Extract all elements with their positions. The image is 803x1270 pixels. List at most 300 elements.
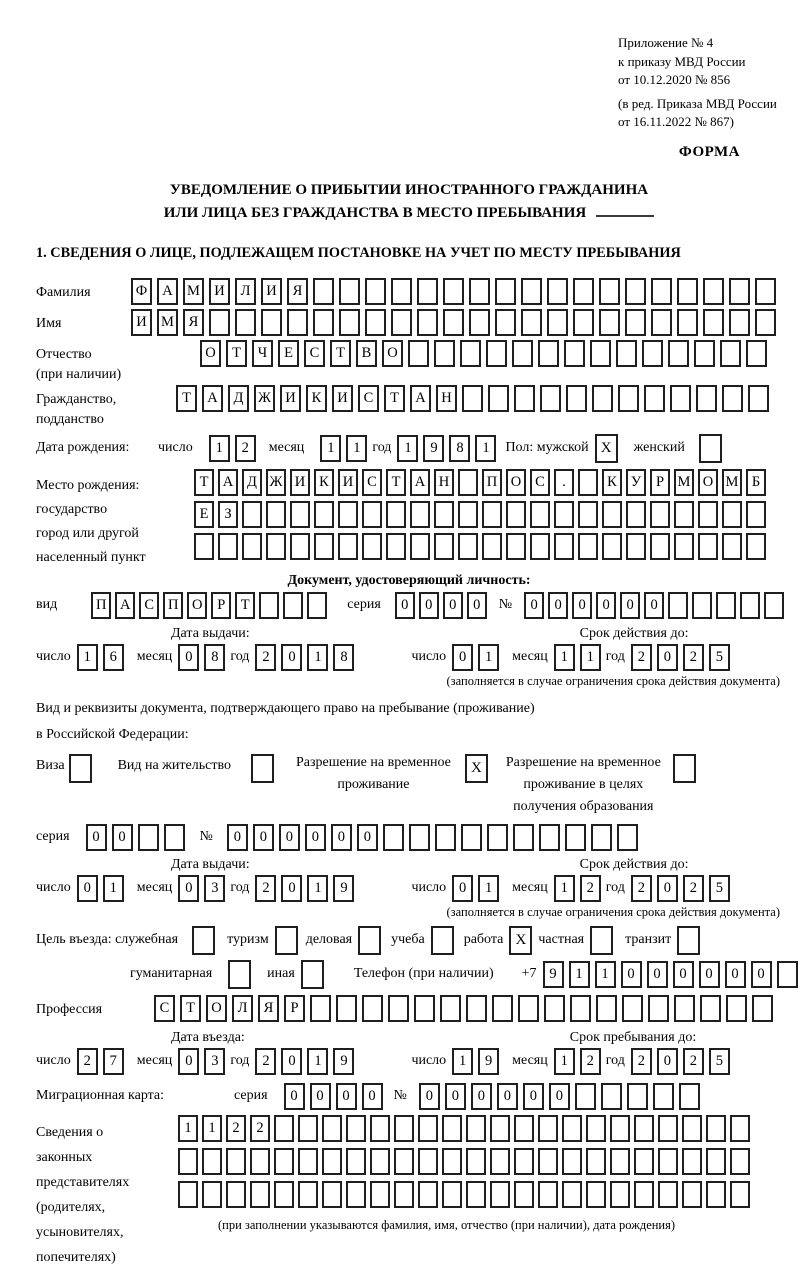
form-cell[interactable]	[482, 501, 502, 528]
form-cell[interactable]	[752, 995, 773, 1022]
form-cell[interactable]	[202, 1148, 222, 1175]
form-cell[interactable]	[578, 501, 598, 528]
form-cell[interactable]	[307, 592, 327, 619]
form-cell[interactable]: 0	[178, 1048, 199, 1075]
form-cell[interactable]: 0	[77, 875, 98, 902]
form-cell[interactable]	[677, 309, 698, 336]
form-cell[interactable]	[599, 309, 620, 336]
form-cell[interactable]	[461, 824, 482, 851]
form-cell[interactable]: Е	[194, 501, 214, 528]
form-cell[interactable]: 2	[631, 875, 652, 902]
form-cell[interactable]: 0	[644, 592, 664, 619]
form-cell[interactable]	[514, 385, 535, 412]
form-cell[interactable]: 9	[478, 1048, 499, 1075]
form-cell[interactable]	[514, 1148, 534, 1175]
form-cell[interactable]	[539, 824, 560, 851]
purpose-humanitarian-checkbox[interactable]	[228, 960, 251, 989]
form-cell[interactable]: Л	[232, 995, 253, 1022]
form-cell[interactable]	[573, 278, 594, 305]
form-cell[interactable]	[540, 385, 561, 412]
form-cell[interactable]: 3	[204, 1048, 225, 1075]
form-cell[interactable]	[490, 1181, 510, 1208]
form-cell[interactable]	[242, 501, 262, 528]
form-cell[interactable]	[370, 1148, 390, 1175]
form-cell[interactable]	[492, 995, 513, 1022]
form-cell[interactable]: 0	[657, 875, 678, 902]
form-cell[interactable]: П	[482, 469, 502, 496]
form-cell[interactable]	[339, 278, 360, 305]
form-cell[interactable]: 1	[475, 435, 496, 462]
form-cell[interactable]: С	[362, 469, 382, 496]
form-cell[interactable]: 1	[580, 644, 601, 671]
form-cell[interactable]: 0	[657, 644, 678, 671]
form-cell[interactable]: 2	[77, 1048, 98, 1075]
form-cell[interactable]: 0	[331, 824, 352, 851]
form-cell[interactable]	[578, 533, 598, 560]
form-cell[interactable]: У	[626, 469, 646, 496]
form-cell[interactable]: 0	[524, 592, 544, 619]
form-cell[interactable]	[514, 1181, 534, 1208]
form-cell[interactable]	[314, 533, 334, 560]
form-cell[interactable]	[722, 501, 742, 528]
form-cell[interactable]: 0	[253, 824, 274, 851]
form-cell[interactable]	[554, 533, 574, 560]
form-cell[interactable]: 2	[250, 1115, 270, 1142]
form-cell[interactable]	[729, 278, 750, 305]
form-cell[interactable]: А	[115, 592, 135, 619]
form-cell[interactable]	[440, 995, 461, 1022]
form-cell[interactable]	[435, 824, 456, 851]
form-cell[interactable]: Т	[330, 340, 351, 367]
form-cell[interactable]	[746, 533, 766, 560]
form-cell[interactable]: Я	[258, 995, 279, 1022]
form-cell[interactable]	[322, 1148, 342, 1175]
form-cell[interactable]: 8	[449, 435, 470, 462]
purpose-other-checkbox[interactable]	[301, 960, 324, 989]
form-cell[interactable]	[564, 340, 585, 367]
form-cell[interactable]	[466, 1148, 486, 1175]
form-cell[interactable]: 0	[178, 644, 199, 671]
form-cell[interactable]	[599, 278, 620, 305]
form-cell[interactable]: Т	[235, 592, 255, 619]
form-cell[interactable]: 0	[445, 1083, 466, 1110]
form-cell[interactable]	[570, 995, 591, 1022]
form-cell[interactable]: И	[338, 469, 358, 496]
form-cell[interactable]	[755, 278, 776, 305]
form-cell[interactable]: Ф	[131, 278, 152, 305]
form-cell[interactable]: 2	[580, 1048, 601, 1075]
form-cell[interactable]	[418, 1115, 438, 1142]
form-cell[interactable]	[670, 385, 691, 412]
visa-checkbox[interactable]	[69, 754, 92, 783]
form-cell[interactable]	[391, 278, 412, 305]
form-cell[interactable]: В	[356, 340, 377, 367]
form-cell[interactable]	[226, 1148, 246, 1175]
form-cell[interactable]	[674, 501, 694, 528]
form-cell[interactable]: З	[218, 501, 238, 528]
form-cell[interactable]: 2	[255, 644, 276, 671]
form-cell[interactable]	[634, 1115, 654, 1142]
form-cell[interactable]: 0	[751, 961, 772, 988]
form-cell[interactable]	[313, 309, 334, 336]
form-cell[interactable]: Р	[284, 995, 305, 1022]
form-cell[interactable]: 5	[709, 1048, 730, 1075]
purpose-study-checkbox[interactable]	[431, 926, 454, 955]
form-cell[interactable]: О	[382, 340, 403, 367]
form-cell[interactable]	[495, 309, 516, 336]
form-cell[interactable]: 0	[572, 592, 592, 619]
form-cell[interactable]: Ч	[252, 340, 273, 367]
form-cell[interactable]: А	[410, 469, 430, 496]
form-cell[interactable]	[178, 1148, 198, 1175]
form-cell[interactable]	[626, 533, 646, 560]
form-cell[interactable]	[466, 1115, 486, 1142]
form-cell[interactable]: И	[261, 278, 282, 305]
form-cell[interactable]: 2	[255, 875, 276, 902]
form-cell[interactable]: 0	[596, 592, 616, 619]
form-cell[interactable]	[462, 385, 483, 412]
form-cell[interactable]: 1	[178, 1115, 198, 1142]
form-cell[interactable]	[625, 309, 646, 336]
form-cell[interactable]: 0	[725, 961, 746, 988]
form-cell[interactable]: Д	[242, 469, 262, 496]
form-cell[interactable]	[274, 1115, 294, 1142]
form-cell[interactable]: 0	[395, 592, 415, 619]
form-cell[interactable]: 0	[452, 644, 473, 671]
form-cell[interactable]: К	[314, 469, 334, 496]
form-cell[interactable]: 9	[543, 961, 564, 988]
form-cell[interactable]	[538, 1181, 558, 1208]
form-cell[interactable]	[482, 533, 502, 560]
form-cell[interactable]	[242, 533, 262, 560]
form-cell[interactable]	[562, 1181, 582, 1208]
form-cell[interactable]: 2	[683, 1048, 704, 1075]
form-cell[interactable]: 1	[452, 1048, 473, 1075]
form-cell[interactable]: А	[157, 278, 178, 305]
form-cell[interactable]: 1	[478, 644, 499, 671]
form-cell[interactable]: 0	[471, 1083, 492, 1110]
form-cell[interactable]	[434, 533, 454, 560]
form-cell[interactable]	[298, 1115, 318, 1142]
form-cell[interactable]: Р	[650, 469, 670, 496]
form-cell[interactable]	[538, 340, 559, 367]
form-cell[interactable]: 0	[647, 961, 668, 988]
form-cell[interactable]: К	[306, 385, 327, 412]
form-cell[interactable]	[746, 501, 766, 528]
form-cell[interactable]: Я	[183, 309, 204, 336]
form-cell[interactable]	[226, 1181, 246, 1208]
form-cell[interactable]: 1	[307, 1048, 328, 1075]
form-cell[interactable]: Н	[436, 385, 457, 412]
form-cell[interactable]: 0	[673, 961, 694, 988]
form-cell[interactable]	[298, 1148, 318, 1175]
form-cell[interactable]: 0	[284, 1083, 305, 1110]
form-cell[interactable]: 2	[226, 1115, 246, 1142]
form-cell[interactable]: 1	[595, 961, 616, 988]
form-cell[interactable]	[388, 995, 409, 1022]
form-cell[interactable]	[202, 1181, 222, 1208]
form-cell[interactable]	[634, 1181, 654, 1208]
form-cell[interactable]	[591, 824, 612, 851]
form-cell[interactable]: Т	[176, 385, 197, 412]
form-cell[interactable]	[703, 309, 724, 336]
form-cell[interactable]: Б	[746, 469, 766, 496]
form-cell[interactable]	[250, 1181, 270, 1208]
form-cell[interactable]: М	[183, 278, 204, 305]
form-cell[interactable]: 2	[631, 1048, 652, 1075]
form-cell[interactable]: 0	[497, 1083, 518, 1110]
form-cell[interactable]	[469, 309, 490, 336]
form-cell[interactable]	[458, 533, 478, 560]
form-cell[interactable]	[566, 385, 587, 412]
form-cell[interactable]	[313, 278, 334, 305]
form-cell[interactable]	[658, 1148, 678, 1175]
form-cell[interactable]: А	[218, 469, 238, 496]
form-cell[interactable]	[417, 278, 438, 305]
form-cell[interactable]	[729, 309, 750, 336]
form-cell[interactable]	[283, 592, 303, 619]
form-cell[interactable]: С	[358, 385, 379, 412]
form-cell[interactable]: И	[280, 385, 301, 412]
form-cell[interactable]	[458, 501, 478, 528]
form-cell[interactable]	[409, 824, 430, 851]
form-cell[interactable]	[644, 385, 665, 412]
form-cell[interactable]: С	[154, 995, 175, 1022]
form-cell[interactable]: Н	[434, 469, 454, 496]
form-cell[interactable]	[338, 533, 358, 560]
form-cell[interactable]: Е	[278, 340, 299, 367]
form-cell[interactable]: 1	[554, 1048, 575, 1075]
form-cell[interactable]	[365, 309, 386, 336]
form-cell[interactable]: Т	[226, 340, 247, 367]
form-cell[interactable]	[679, 1083, 700, 1110]
purpose-work-checkbox[interactable]: X	[509, 926, 532, 955]
form-cell[interactable]: 2	[255, 1048, 276, 1075]
form-cell[interactable]	[722, 533, 742, 560]
form-cell[interactable]	[530, 501, 550, 528]
form-cell[interactable]: 9	[423, 435, 444, 462]
form-cell[interactable]	[408, 340, 429, 367]
purpose-official-checkbox[interactable]	[192, 926, 215, 955]
form-cell[interactable]	[410, 501, 430, 528]
form-cell[interactable]	[506, 533, 526, 560]
form-cell[interactable]	[703, 278, 724, 305]
form-cell[interactable]	[547, 278, 568, 305]
form-cell[interactable]: 1	[554, 875, 575, 902]
form-cell[interactable]: Т	[386, 469, 406, 496]
form-cell[interactable]	[346, 1148, 366, 1175]
form-cell[interactable]: 2	[580, 875, 601, 902]
form-cell[interactable]	[642, 340, 663, 367]
form-cell[interactable]	[547, 309, 568, 336]
form-cell[interactable]	[565, 824, 586, 851]
form-cell[interactable]: 2	[631, 644, 652, 671]
form-cell[interactable]: Л	[235, 278, 256, 305]
form-cell[interactable]: 0	[443, 592, 463, 619]
form-cell[interactable]	[726, 995, 747, 1022]
form-cell[interactable]	[696, 385, 717, 412]
form-cell[interactable]	[730, 1181, 750, 1208]
form-cell[interactable]	[338, 501, 358, 528]
form-cell[interactable]	[506, 501, 526, 528]
form-cell[interactable]	[410, 533, 430, 560]
form-cell[interactable]: 1	[320, 435, 341, 462]
form-cell[interactable]	[287, 309, 308, 336]
form-cell[interactable]: Ж	[254, 385, 275, 412]
form-cell[interactable]: 0	[523, 1083, 544, 1110]
form-cell[interactable]	[362, 501, 382, 528]
form-cell[interactable]: 1	[77, 644, 98, 671]
form-cell[interactable]: 8	[333, 644, 354, 671]
form-cell[interactable]	[648, 995, 669, 1022]
form-cell[interactable]	[650, 501, 670, 528]
form-cell[interactable]	[521, 309, 542, 336]
form-cell[interactable]	[443, 278, 464, 305]
form-cell[interactable]	[722, 385, 743, 412]
form-cell[interactable]	[730, 1148, 750, 1175]
form-cell[interactable]	[650, 533, 670, 560]
form-cell[interactable]: К	[602, 469, 622, 496]
form-cell[interactable]	[651, 309, 672, 336]
form-cell[interactable]	[314, 501, 334, 528]
form-cell[interactable]: 0	[699, 961, 720, 988]
form-cell[interactable]: 0	[548, 592, 568, 619]
form-cell[interactable]: 0	[178, 875, 199, 902]
form-cell[interactable]	[720, 340, 741, 367]
form-cell[interactable]	[651, 278, 672, 305]
form-cell[interactable]: .	[554, 469, 574, 496]
form-cell[interactable]	[682, 1115, 702, 1142]
form-cell[interactable]	[740, 592, 760, 619]
form-cell[interactable]: Ж	[266, 469, 286, 496]
form-cell[interactable]: О	[698, 469, 718, 496]
form-cell[interactable]: 5	[709, 875, 730, 902]
form-cell[interactable]: 8	[204, 644, 225, 671]
form-cell[interactable]: 1	[397, 435, 418, 462]
form-cell[interactable]: 9	[333, 875, 354, 902]
form-cell[interactable]: А	[410, 385, 431, 412]
form-cell[interactable]: 2	[235, 435, 256, 462]
form-cell[interactable]	[618, 385, 639, 412]
form-cell[interactable]: 1	[569, 961, 590, 988]
form-cell[interactable]	[706, 1148, 726, 1175]
form-cell[interactable]	[442, 1181, 462, 1208]
form-cell[interactable]	[290, 533, 310, 560]
form-cell[interactable]: 0	[281, 644, 302, 671]
form-cell[interactable]	[394, 1148, 414, 1175]
form-cell[interactable]	[674, 533, 694, 560]
form-cell[interactable]	[490, 1115, 510, 1142]
form-cell[interactable]	[592, 385, 613, 412]
form-cell[interactable]	[634, 1148, 654, 1175]
form-cell[interactable]	[365, 278, 386, 305]
form-cell[interactable]	[616, 340, 637, 367]
form-cell[interactable]	[746, 340, 767, 367]
form-cell[interactable]	[610, 1148, 630, 1175]
form-cell[interactable]: 1	[478, 875, 499, 902]
form-cell[interactable]	[466, 995, 487, 1022]
form-cell[interactable]	[290, 501, 310, 528]
form-cell[interactable]: 9	[333, 1048, 354, 1075]
form-cell[interactable]	[562, 1148, 582, 1175]
form-cell[interactable]	[625, 278, 646, 305]
form-cell[interactable]	[339, 309, 360, 336]
form-cell[interactable]: 7	[103, 1048, 124, 1075]
form-cell[interactable]	[578, 469, 598, 496]
form-cell[interactable]: С	[139, 592, 159, 619]
form-cell[interactable]	[266, 533, 286, 560]
temp-residence-edu-checkbox[interactable]	[673, 754, 696, 783]
male-checkbox[interactable]: X	[595, 434, 618, 463]
form-cell[interactable]	[488, 385, 509, 412]
form-cell[interactable]	[370, 1115, 390, 1142]
residence-permit-checkbox[interactable]	[251, 754, 274, 783]
form-cell[interactable]	[602, 501, 622, 528]
form-cell[interactable]	[417, 309, 438, 336]
form-cell[interactable]	[622, 995, 643, 1022]
form-cell[interactable]	[513, 824, 534, 851]
form-cell[interactable]: 0	[310, 1083, 331, 1110]
form-cell[interactable]: М	[157, 309, 178, 336]
form-cell[interactable]: 0	[419, 1083, 440, 1110]
form-cell[interactable]	[658, 1115, 678, 1142]
form-cell[interactable]	[512, 340, 533, 367]
form-cell[interactable]: А	[202, 385, 223, 412]
form-cell[interactable]	[322, 1115, 342, 1142]
form-cell[interactable]	[346, 1181, 366, 1208]
form-cell[interactable]	[777, 961, 798, 988]
form-cell[interactable]	[682, 1181, 702, 1208]
form-cell[interactable]: Р	[211, 592, 231, 619]
form-cell[interactable]: 1	[554, 644, 575, 671]
form-cell[interactable]: 3	[204, 875, 225, 902]
form-cell[interactable]: 1	[202, 1115, 222, 1142]
purpose-transit-checkbox[interactable]	[677, 926, 700, 955]
form-cell[interactable]	[414, 995, 435, 1022]
form-cell[interactable]	[518, 995, 539, 1022]
form-cell[interactable]	[586, 1181, 606, 1208]
form-cell[interactable]	[495, 278, 516, 305]
form-cell[interactable]	[322, 1181, 342, 1208]
form-cell[interactable]	[298, 1181, 318, 1208]
form-cell[interactable]	[730, 1115, 750, 1142]
form-cell[interactable]: 0	[281, 875, 302, 902]
form-cell[interactable]	[554, 501, 574, 528]
form-cell[interactable]: Я	[287, 278, 308, 305]
form-cell[interactable]	[716, 592, 736, 619]
form-cell[interactable]: 0	[452, 875, 473, 902]
form-cell[interactable]	[194, 533, 214, 560]
form-cell[interactable]	[259, 592, 279, 619]
form-cell[interactable]	[466, 1181, 486, 1208]
form-cell[interactable]	[442, 1115, 462, 1142]
form-cell[interactable]	[434, 340, 455, 367]
form-cell[interactable]	[394, 1115, 414, 1142]
form-cell[interactable]: 2	[683, 644, 704, 671]
form-cell[interactable]: И	[131, 309, 152, 336]
form-cell[interactable]	[698, 533, 718, 560]
form-cell[interactable]: О	[506, 469, 526, 496]
form-cell[interactable]: 0	[621, 961, 642, 988]
form-cell[interactable]: 0	[419, 592, 439, 619]
form-cell[interactable]	[250, 1148, 270, 1175]
form-cell[interactable]	[573, 309, 594, 336]
form-cell[interactable]	[443, 309, 464, 336]
form-cell[interactable]	[694, 340, 715, 367]
form-cell[interactable]: И	[209, 278, 230, 305]
form-cell[interactable]	[692, 592, 712, 619]
form-cell[interactable]	[274, 1148, 294, 1175]
